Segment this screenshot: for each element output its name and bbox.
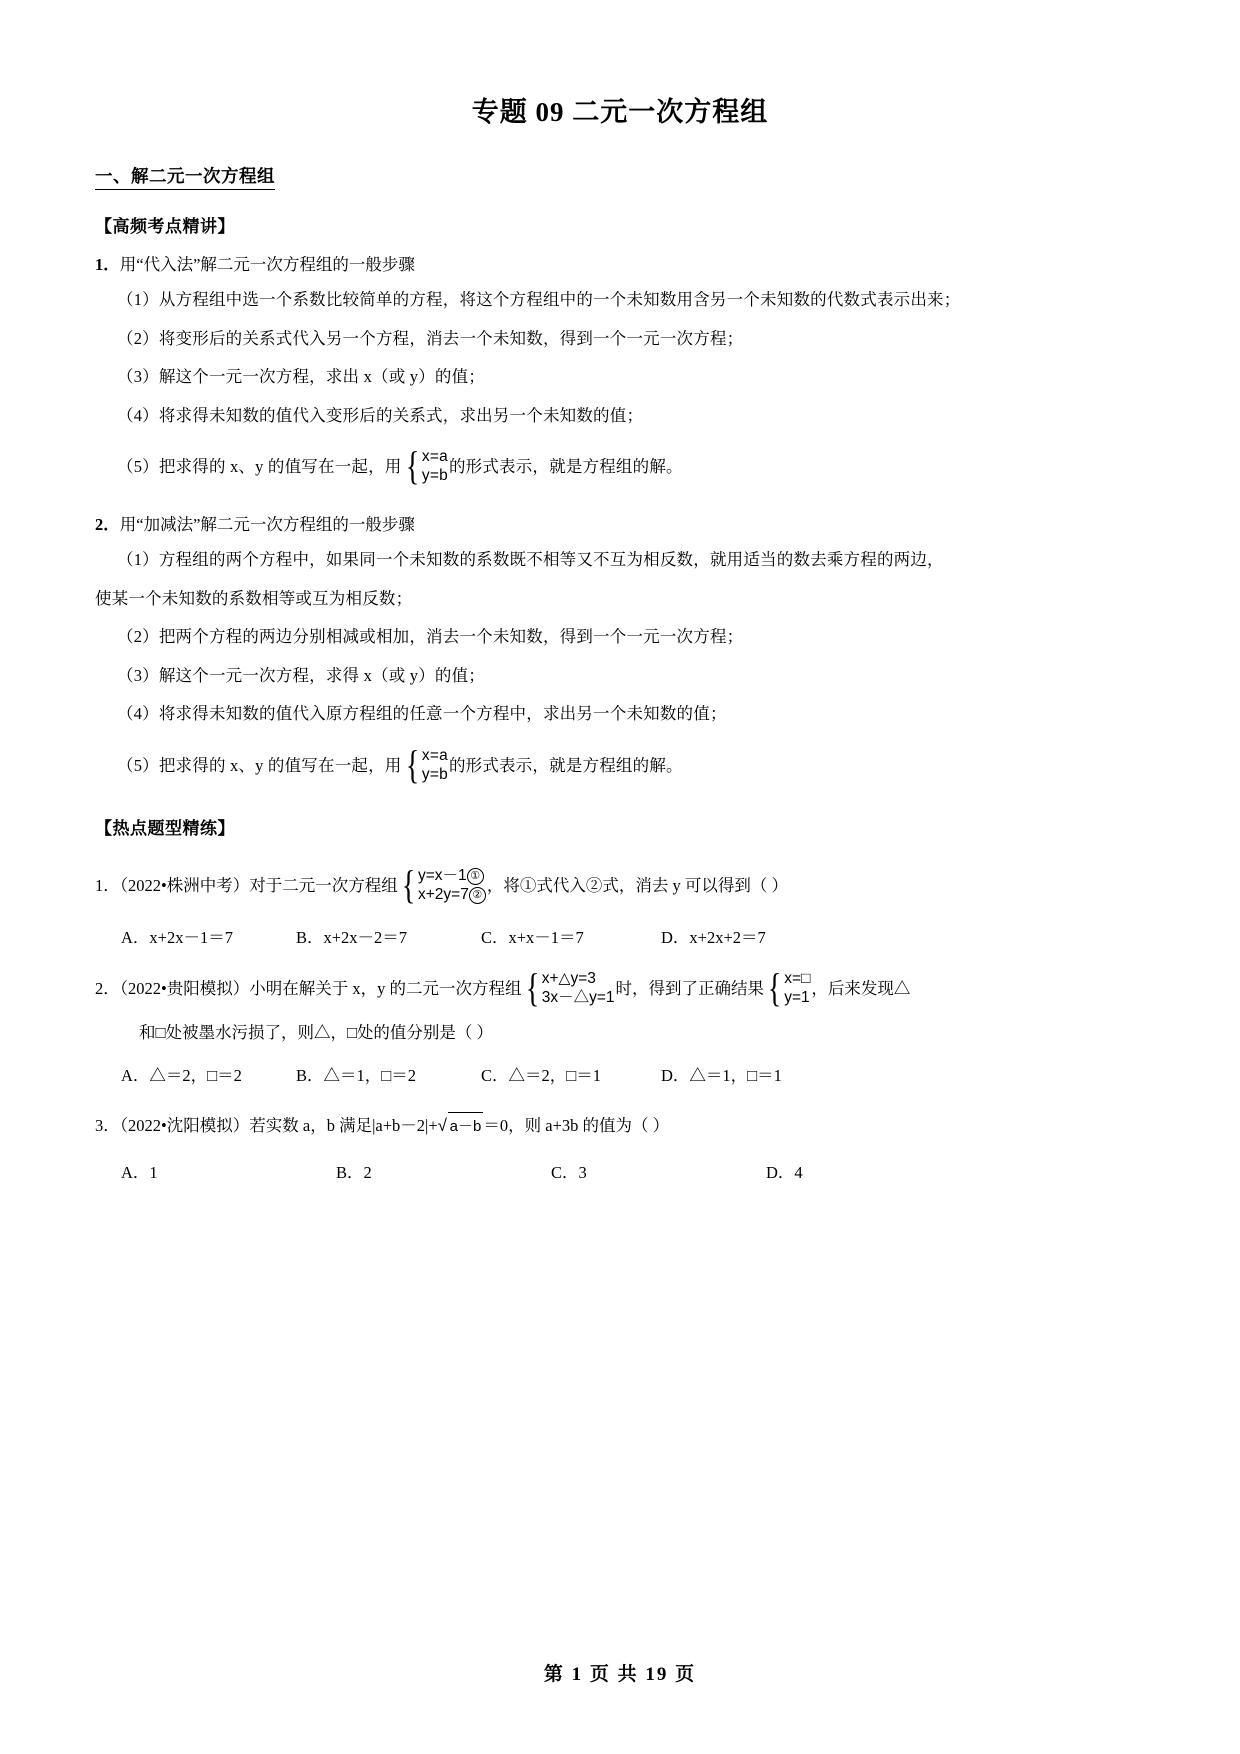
question-1 xyxy=(95,862,1145,908)
question-2 xyxy=(95,964,1145,1011)
left-brace-icon: { xyxy=(405,742,419,788)
method-1-step-5 xyxy=(95,443,1145,489)
question-2-continued: 和□处被墨水污损了，则△，□处的值分别是（ ） xyxy=(139,1022,494,1042)
method-1-number: 1． xyxy=(95,255,120,274)
question-2-number: 2． xyxy=(95,978,120,998)
question-1-source: （2022•株洲中考） xyxy=(119,875,250,895)
square-root-expression xyxy=(438,1112,484,1142)
method-2-number: 2． xyxy=(95,515,120,535)
q3-option-a[interactable]: A．1 xyxy=(121,1163,158,1183)
q2-answer-row-2: y=1 xyxy=(784,988,810,1006)
method-1-heading xyxy=(95,251,1145,275)
left-brace-icon: { xyxy=(525,964,539,1010)
q3-option-d[interactable]: D．4 xyxy=(766,1163,803,1183)
q1-mark-2: ② xyxy=(469,887,486,904)
practice-heading: 【热点题型精练】 xyxy=(95,818,235,838)
method-1-title: 用“代入法”解二元一次方程组的一般步骤 xyxy=(119,255,415,274)
left-brace-icon: { xyxy=(405,443,419,489)
radical-icon: √ xyxy=(437,1115,447,1135)
question-1-text-a: 对于二元一次方程组 xyxy=(249,875,398,895)
system-1-row-1: x=a xyxy=(421,448,448,466)
question-3-source: （2022•沈阳模拟） xyxy=(119,1115,250,1135)
key-points-heading: 【高频考点精讲】 xyxy=(95,217,235,236)
method-2-step-5 xyxy=(95,742,1145,788)
method-2-step-1a: （1）方程组的两个方程中，如果同一个未知数的系数既不相等又不互为相反数，就用适当的数去乘方程的两边， xyxy=(117,550,944,570)
q3-option-c[interactable]: C．3 xyxy=(551,1163,587,1183)
method-2-step-4: （4）将求得未知数的值代入原方程组的任意一个方程中，求出另一个未知数的值； xyxy=(117,704,727,724)
solution-system-2 xyxy=(403,742,448,788)
q1-system-row-2 xyxy=(418,885,486,904)
question-3-text-a: 若实数 a，b 满足|a+b－2|+ xyxy=(249,1115,438,1135)
question-1-number: 1． xyxy=(95,875,120,895)
system-1-row-2: y=b xyxy=(421,467,448,485)
method-2-step-3: （3）解这个一元一次方程，求得 x（或 y）的值； xyxy=(117,665,485,685)
method-2-step5-prefix: （5）把求得的 x、y 的值写在一起，用 xyxy=(117,755,402,775)
question-3-number: 3． xyxy=(95,1115,120,1135)
radicand: a－b xyxy=(448,1112,484,1142)
method-2-heading xyxy=(95,511,1145,535)
section-heading: 一、解二元一次方程组 xyxy=(95,163,275,190)
q1-option-b[interactable]: B．x+2x－2＝7 xyxy=(296,927,408,947)
method-1-step-1: （1）从方程组中选一个系数比较简单的方程，将这个方程组中的一个未知数用含另一个未知数的代数式表示出来； xyxy=(117,290,961,309)
question-2-text-a: 小明在解关于 x，y 的二元一次方程组 xyxy=(249,978,522,998)
system-2-row-1: x=a xyxy=(421,746,448,764)
q1-system-row-1 xyxy=(418,866,486,885)
q2-option-a[interactable]: A．△＝2，□＝2 xyxy=(121,1065,242,1085)
q1-mark-1: ① xyxy=(467,868,484,885)
system-2-row-2: y=b xyxy=(421,766,448,784)
section-heading-wrap xyxy=(95,163,1145,196)
question-2-source: （2022•贵阳模拟） xyxy=(119,978,250,998)
q1-option-c[interactable]: C．x+x－1＝7 xyxy=(481,927,584,947)
question-2-text-b: ，后来发现△ xyxy=(811,978,911,998)
q2-option-b[interactable]: B．△＝1，□＝2 xyxy=(296,1065,416,1085)
q2-system-row-1: x+△y=3 xyxy=(541,969,596,987)
question-3-options xyxy=(95,1159,1145,1183)
method-2-step-2: （2）把两个方程的两边分别相减或相加，消去一个未知数，得到一个一元一次方程； xyxy=(117,627,744,647)
method-2-step-1b: 使某一个未知数的系数相等或互为相反数； xyxy=(95,588,413,608)
left-brace-icon: { xyxy=(401,862,416,908)
q1-eq-1: y=x－1 xyxy=(417,866,467,884)
page-footer: 第 1 页 共 19 页 xyxy=(543,1664,697,1685)
q1-option-d[interactable]: D．x+2x+2＝7 xyxy=(661,927,766,947)
question-2-text-mid: 时，得到了正确结果 xyxy=(615,978,765,998)
q3-option-b[interactable]: B．2 xyxy=(336,1163,372,1183)
question-1-system xyxy=(399,862,486,908)
question-1-options xyxy=(95,924,1145,948)
method-2-title: 用“加减法”解二元一次方程组的一般步骤 xyxy=(119,515,415,535)
question-2-options xyxy=(95,1062,1145,1086)
solution-system-1 xyxy=(403,443,448,489)
question-2-answer-system xyxy=(765,964,811,1010)
page-title: 专题 09 二元一次方程组 xyxy=(471,97,769,127)
q1-option-a[interactable]: A．x+2x－1＝7 xyxy=(121,927,233,947)
q2-system-row-2: 3x－△y=1 xyxy=(541,988,615,1006)
method-1-step5-prefix: （5）把求得的 x、y 的值写在一起，用 xyxy=(117,457,402,477)
question-3 xyxy=(95,1110,1145,1142)
q2-option-c[interactable]: C．△＝2，□＝1 xyxy=(481,1065,601,1085)
q1-eq-2: x+2y=7 xyxy=(417,886,469,904)
method-1-step-2: （2）将变形后的关系式代入另一个方程，消去一个未知数，得到一个一元一次方程； xyxy=(117,328,744,348)
left-brace-icon: { xyxy=(767,964,782,1010)
q2-option-d[interactable]: D．△＝1，□＝1 xyxy=(661,1065,782,1085)
method-1-step5-suffix: 的形式表示，就是方程组的解。 xyxy=(448,457,683,477)
question-2-system xyxy=(523,964,615,1010)
q2-answer-row-1: x=□ xyxy=(784,969,811,987)
method-1-step-3: （3）解这个一元一次方程，求出 x（或 y）的值； xyxy=(117,367,485,387)
method-2-step5-suffix: 的形式表示，就是方程组的解。 xyxy=(448,755,683,775)
method-1-step-4: （4）将求得未知数的值代入变形后的关系式，求出另一个未知数的值； xyxy=(117,405,644,425)
question-1-text-b: ，将①式代入②式，消去 y 可以得到（ ） xyxy=(486,875,788,895)
question-3-text-b: ＝0，则 a+3b 的值为（ ） xyxy=(483,1115,670,1135)
